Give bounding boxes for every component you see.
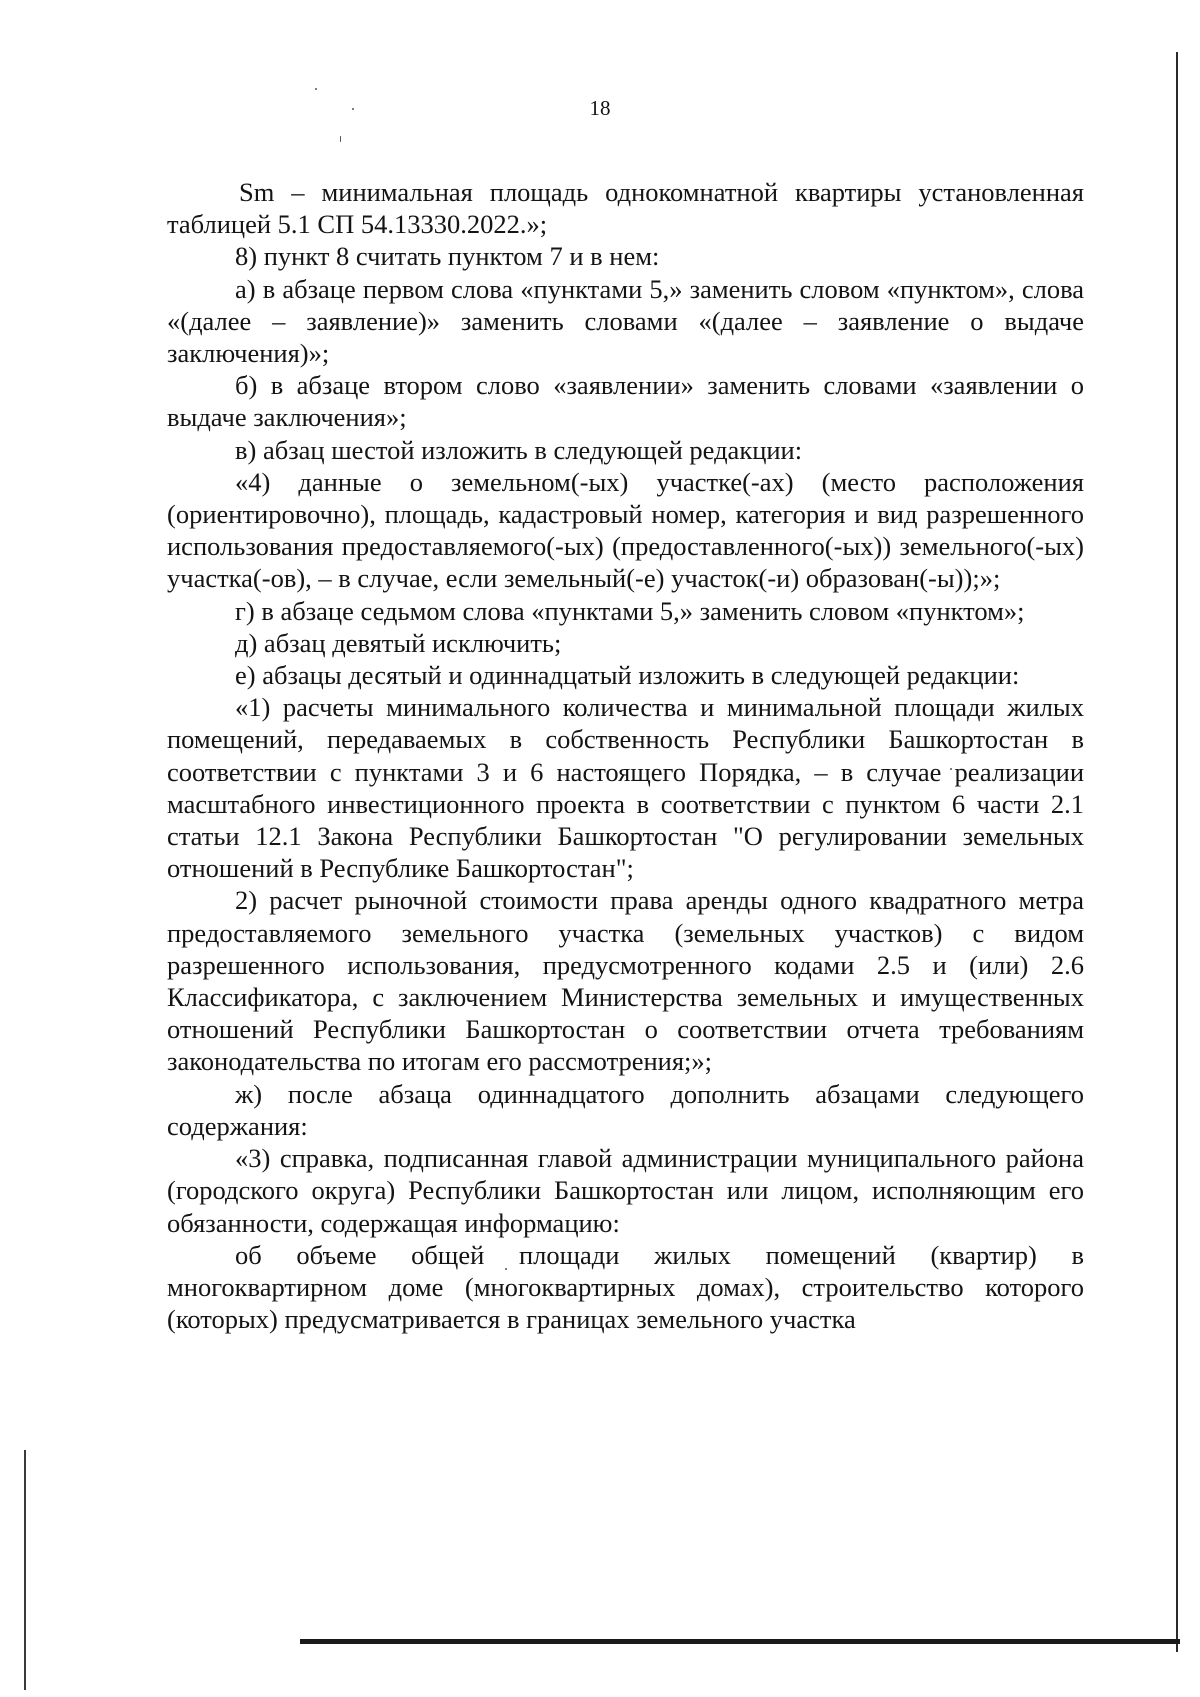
paragraph-subitem-e: е) абзацы десятый и одиннадцатый изложить в следующей редакции: — [235, 660, 1020, 691]
paragraph-living-area: об объеме общей площади жилых помещений (квартир) в многоквартирном доме (многоквартирных домах), строительство которого (которых) предусматривается в границах земельного участка — [167, 1239, 1084, 1335]
scan-speck — [340, 136, 341, 142]
paragraph-subitem-b: б) в абзаце втором слово «заявлении» заменить словами «заявлении о выдаче заключения»; — [167, 370, 1084, 433]
paragraph-subitem-g: г) в абзаце седьмом слова «пунктами 5,» заменить словом «пунктом»; — [235, 595, 1025, 626]
paragraph-quote-4: «4) данные о земельном(-ых) участке(-ах) (место расположения (ориентировочно), площадь, кадастровый номер, категория и вид разрешенного использования предоставляемого(-ых) (предоставленного(-ых)) земельного(-ых) участка(-ов), – в случае, если земельный(-е) участок(-и) образован(-ы));»; — [167, 466, 1084, 594]
document-body — [167, 176, 1084, 1335]
paragraph-subitem-zh: ж) после абзаца одиннадцатого дополнить абзацами следующего содержания: — [167, 1078, 1084, 1141]
paragraph-quote-3: «3) справка, подписанная главой администрации муниципального района (городского округа) Республики Башкортостан или лицом, исполняющим его обязанности, содержащая информацию: — [167, 1143, 1084, 1238]
scan-edge-left — [24, 1450, 26, 1690]
paragraph-subitem-a: а) в абзаце первом слова «пунктами 5,» заменить словом «пунктом», слова «(далее – заявление)» заменить словами «(далее – заявление о выдаче заключения)»; — [167, 273, 1084, 369]
paragraph-quote-1: «1) расчеты минимального количества и минимальной площади жилых помещений, передаваемых в собственность Республики Башкортостан в соответствии с пунктами 3 и 6 настоящего Порядка, – в случае реализации масштабного инвестиционного проекта в соответствии с пунктом 6 части 2.1 статьи 12.1 Закона Республики Башкортостан "О регулировании земельных отношений в Республике Башкортостан"; — [167, 692, 1084, 884]
page-number: 18 — [589, 96, 611, 120]
scan-speck — [315, 88, 317, 90]
paragraph-sm-definition: Sm – минимальная площадь однокомнатной квартиры установленная таблицей 5.1 СП 54.13330.2022.»; — [167, 177, 1084, 240]
paragraph-item-8: 8) пункт 8 считать пунктом 7 и в нем: — [235, 241, 660, 272]
scan-edge-bottom — [300, 1639, 1180, 1644]
paragraph-quote-2: 2) расчет рыночной стоимости права аренды одного квадратного метра предоставляемого земельного участка (земельных участков) с видом разрешенного использования, предусмотренного кодами 2.5 и (или) 2.6 Классификатора, с заключением Министерства земельных и имущественных отношений Республики Башкортостан о соответствии отчета требованиям законодательства по итогам его рассмотрения;»; — [167, 885, 1084, 1077]
paragraph-subitem-d: д) абзац девятый исключить; — [235, 627, 562, 658]
paragraph-subitem-v: в) абзац шестой изложить в следующей редакции: — [235, 434, 803, 465]
scan-edge-right — [1176, 52, 1178, 1652]
